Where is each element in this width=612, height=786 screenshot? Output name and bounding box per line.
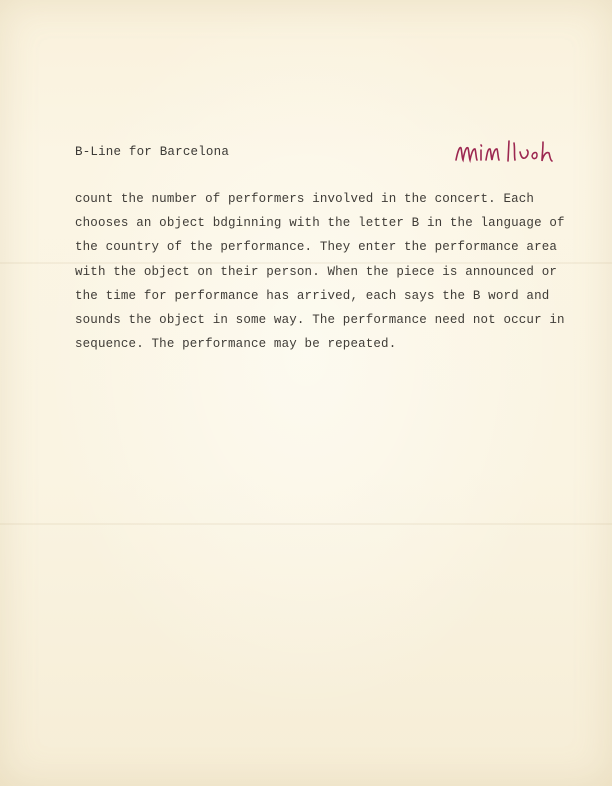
body-line: sounds the object in some way. The performance need not occur in xyxy=(75,312,565,327)
body-line: with the object on their person. When the piece is announced or xyxy=(75,264,558,279)
paper-fold-line xyxy=(0,523,612,525)
document-body xyxy=(75,187,565,356)
document-title: B-Line for Barcelona xyxy=(75,145,230,159)
body-line: count the number of performers involved in the concert. Each xyxy=(75,192,535,206)
body-line: sequence. The performance may be repeated. xyxy=(75,337,397,352)
handwritten-signature xyxy=(453,136,563,170)
body-line: chooses an object bdginning with the letter B in the language of xyxy=(75,216,565,231)
body-line: the country of the performance. They enter the performance area xyxy=(75,240,558,255)
body-line: the time for performance has arrived, each says the B word and xyxy=(75,288,550,303)
